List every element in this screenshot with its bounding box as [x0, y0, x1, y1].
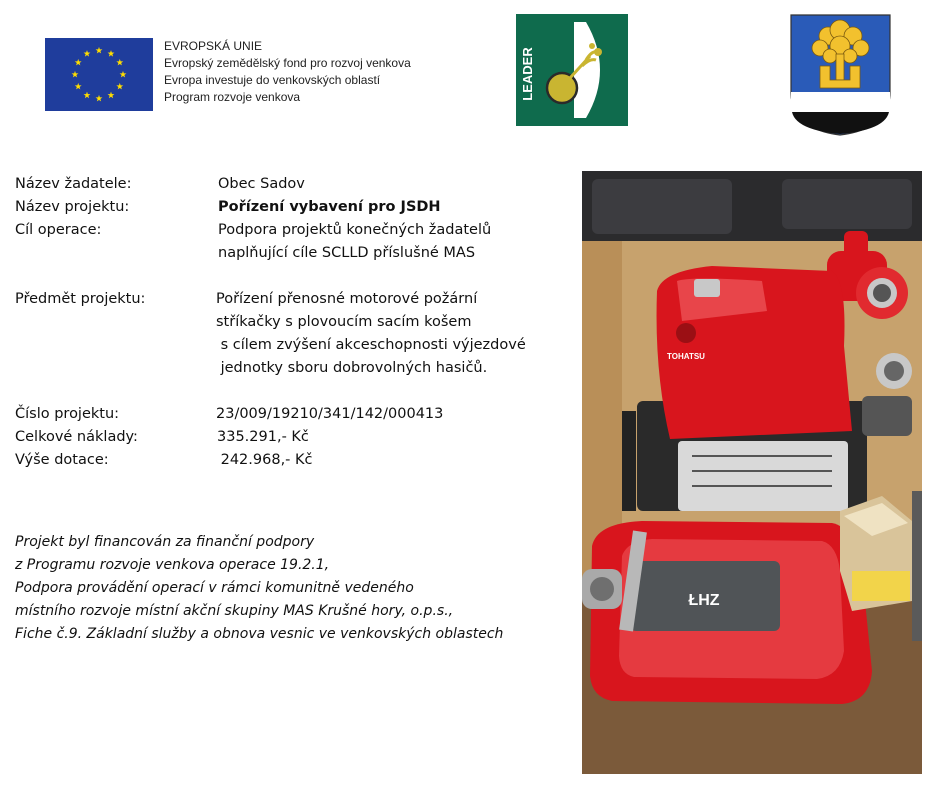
grant-value: 242.968,- Kč [216, 452, 313, 468]
eu-stars-icon [45, 38, 153, 111]
eu-star-icon [75, 59, 82, 66]
eu-text-block [164, 38, 411, 106]
subject-line-2: stříkačky s plovoucím sacím košem [216, 314, 472, 330]
storage-case-icon [582, 521, 872, 704]
financing-line-2: z Programu rozvoje venkova operace 19.2.1, [15, 557, 330, 573]
eu-star-icon [75, 83, 82, 90]
eu-star-icon [108, 92, 115, 99]
applicant-label: Název žadatele: [15, 176, 132, 192]
eu-star-icon [84, 92, 91, 99]
eu-fund-line: Evropský zemědělský fond pro rozvoj venkova [164, 56, 411, 70]
subject-line-1: Pořízení přenosné motorové požární [216, 291, 478, 307]
pump-brand: TOHATSU [667, 352, 705, 361]
goal-line-2: naplňující cíle SCLLD příslušné MAS [218, 245, 476, 261]
eu-program-line: Program rozvoje venkova [164, 90, 301, 104]
case-label: ŁHZ [688, 592, 720, 609]
grant-label: Výše dotace: [15, 452, 109, 468]
eu-star-icon [96, 95, 103, 102]
leader-bean-icon [547, 73, 577, 103]
financing-note [15, 531, 503, 646]
project-name-label: Název projektu: [15, 199, 130, 215]
eu-star-icon [84, 50, 91, 57]
financing-line-3: Podpora provádění operací v rámci komunitně vedeného [15, 580, 414, 596]
subject-line-4: jednotky sboru dobrovolných hasičů. [216, 360, 488, 376]
financing-line-4: místního rozvoje místní akční skupiny MAS Krušné hory, o.p.s., [15, 603, 454, 619]
eu-star-icon [120, 71, 127, 78]
eu-star-icon [116, 59, 123, 66]
eu-star-icon [116, 83, 123, 90]
project-name-value: Pořízení vybavení pro JSDH [218, 199, 441, 215]
eu-star-icon [72, 71, 79, 78]
cardboard-box-icon [840, 496, 912, 611]
leader-logo [516, 14, 628, 126]
project-number-value: 23/009/19210/341/142/000413 [216, 406, 444, 422]
subject-label: Předmět projektu: [15, 291, 146, 307]
total-cost-label: Celkové náklady: [15, 429, 138, 445]
subject-line-3: s cílem zvýšení akceschopnosti výjezdové [216, 337, 526, 353]
fire-pump-photo [582, 171, 922, 774]
goal-label: Cíl operace: [15, 222, 102, 238]
financing-line-5: Fiche č.9. Základní služby a obnova vesnic ve venkovských oblastech [15, 626, 504, 642]
goal-line-1: Podpora projektů konečných žadatelů [218, 222, 492, 238]
coat-of-arms [790, 14, 891, 136]
project-number-label: Číslo projektu: [15, 406, 120, 422]
eu-star-icon [108, 50, 115, 57]
leader-wordmark: LEADER [520, 47, 535, 101]
financing-line-1: Projekt byl financován za finanční podpory [15, 534, 315, 550]
applicant-value: Obec Sadov [218, 176, 305, 192]
total-cost-value: 335.291,- Kč [217, 429, 309, 445]
eu-title: EVROPSKÁ UNIE [164, 39, 263, 53]
eu-invest-line: Evropa investuje do venkovských oblastí [164, 73, 381, 87]
eu-flag [45, 38, 153, 111]
eu-star-icon [96, 47, 103, 54]
